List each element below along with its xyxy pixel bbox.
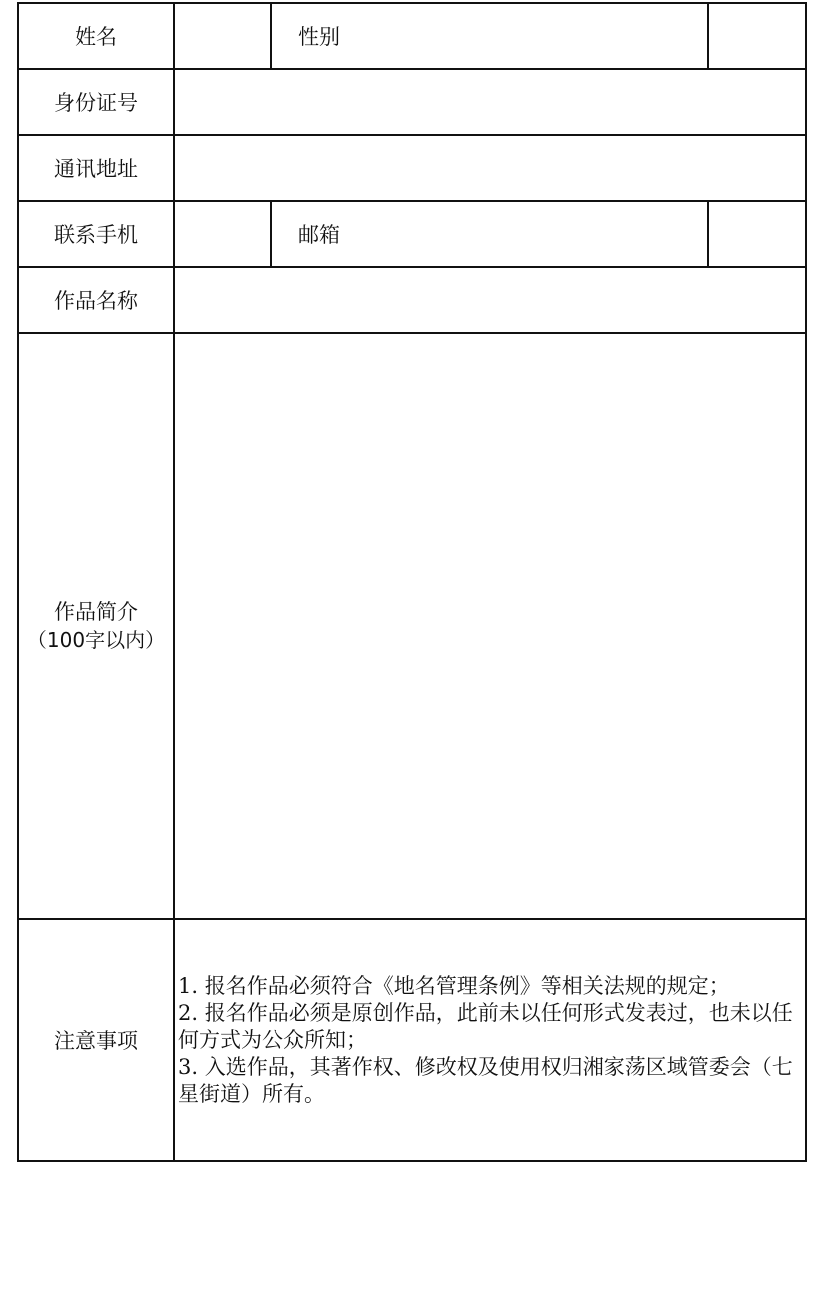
phone-field[interactable]: [174, 201, 271, 267]
email-field[interactable]: [708, 201, 806, 267]
gender-label: 性别: [271, 3, 708, 69]
row-work-title: [18, 267, 806, 333]
address-field[interactable]: [174, 135, 806, 201]
registration-form-table: [17, 2, 807, 1162]
id-number-field[interactable]: [174, 69, 806, 135]
row-name-gender: [18, 3, 806, 69]
work-intro-field[interactable]: [174, 333, 806, 919]
name-label: 姓名: [18, 3, 174, 69]
notes-content: [174, 919, 806, 1161]
id-number-label: 身份证号: [18, 69, 174, 135]
row-id-number: [18, 69, 806, 135]
note-text: 入选作品，其著作权、修改权及使用权归湘家荡区域管委会（七星街道）所有。: [178, 1054, 793, 1106]
row-notes: [18, 919, 806, 1161]
gender-field[interactable]: [708, 3, 806, 69]
note-text: 报名作品必须是原创作品，此前未以任何形式发表过，也未以任何方式为公众所知；: [178, 1000, 793, 1052]
work-title-field[interactable]: [174, 267, 806, 333]
work-title-label: 作品名称: [18, 267, 174, 333]
row-work-intro: [18, 333, 806, 919]
note-number: 3.: [178, 1054, 205, 1079]
note-number: 2.: [178, 1000, 205, 1025]
note-text: 报名作品必须符合《地名管理条例》等相关法规的规定；: [204, 973, 730, 998]
note-item: [178, 1000, 803, 1054]
note-item: [178, 1054, 803, 1108]
note-item: [178, 973, 803, 1000]
notes-label: 注意事项: [18, 919, 174, 1161]
address-label: 通讯地址: [18, 135, 174, 201]
row-phone-email: [18, 201, 806, 267]
name-field[interactable]: [174, 3, 271, 69]
phone-label: 联系手机: [18, 201, 174, 267]
email-label: 邮箱: [271, 201, 708, 267]
note-number: 1.: [178, 973, 205, 998]
row-address: [18, 135, 806, 201]
work-intro-limit-note: （100字以内）: [26, 628, 166, 652]
work-intro-label-cell: [18, 333, 174, 919]
work-intro-label: 作品简介: [54, 600, 138, 624]
